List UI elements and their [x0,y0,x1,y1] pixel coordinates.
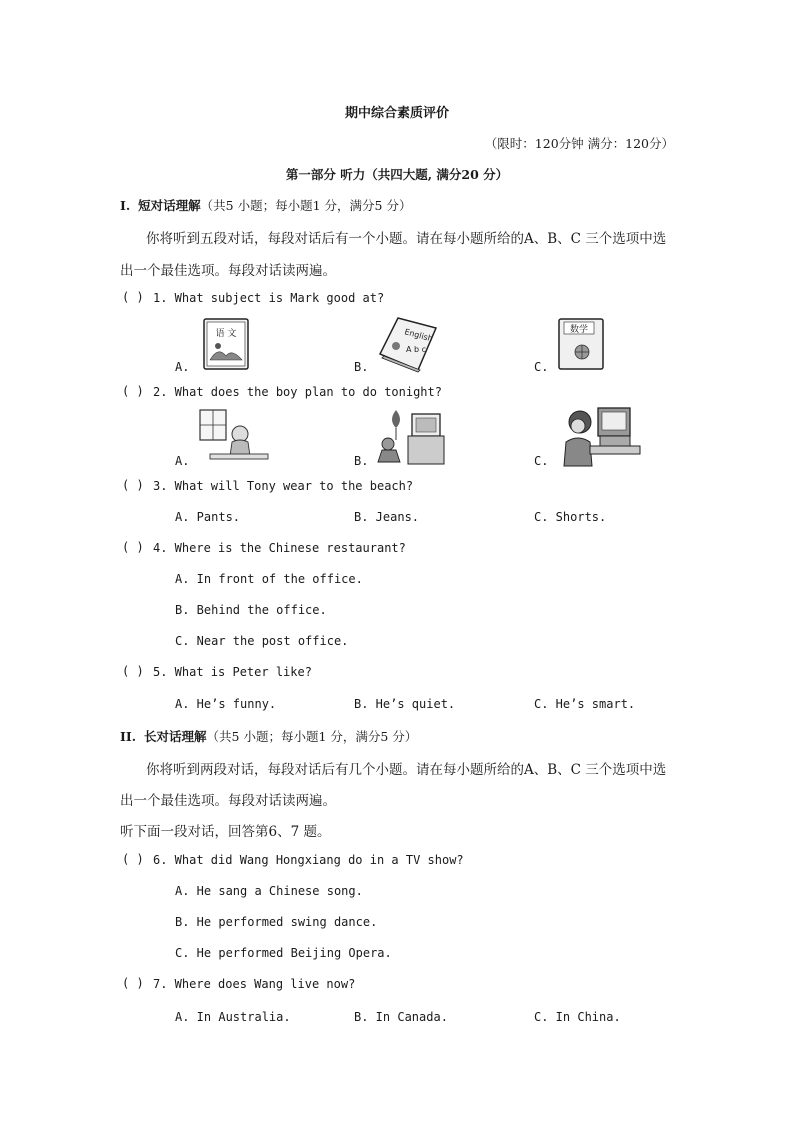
question-7-option-c[interactable]: C. In China. [534,1010,621,1024]
page-title: 期中综合素质评价 [344,106,449,121]
answer-blank[interactable]: ( ) [122,976,144,990]
section-2-instruction-line-2: 出一个最佳选项。每段对话读两遍。 [120,793,336,809]
section-2-title: 长对话理解 [144,729,207,744]
question-6-text: 6. What did Wang Hongxiang do in a TV show? [153,853,464,867]
question-1-option-a[interactable]: A. [175,360,190,374]
section-1-heading [120,196,411,214]
answer-blank[interactable]: ( ) [122,384,144,398]
question-3-option-a[interactable]: A. Pants. [175,510,241,524]
question-5-text: 5. What is Peter like? [153,665,312,679]
time-score-limit: （限时：120分钟 满分：120分） [484,136,674,151]
section-2-number: II. [120,729,137,744]
math-book-label: 数学 [569,325,589,335]
answer-blank[interactable]: ( ) [122,664,144,678]
section-2-heading [120,727,417,745]
question-2-text: 2. What does the boy plan to do tonight? [153,385,442,399]
question-7-option-a[interactable]: A. In Australia. [175,1010,291,1024]
answer-blank[interactable]: ( ) [122,852,144,866]
question-5-option-a[interactable]: A. He’s funny. [175,697,277,711]
question-3-option-c[interactable]: C. Shorts. [534,510,607,524]
question-4-option-c[interactable]: C. Near the post office. [175,634,349,648]
question-2-option-a[interactable]: A. [175,454,190,468]
chinese-book-label: 语 文 [215,329,237,339]
section-1-instruction-line-1: 你将听到五段对话，每段对话后有一个小题。请在每小题所给的A、B、C 三个选项中选 [146,231,667,247]
question-4-option-a[interactable]: A. In front of the office. [175,572,363,586]
section-2-instruction-line-1: 你将听到两段对话，每段对话后有几个小题。请在每小题所给的A、B、C 三个选项中选 [146,762,667,778]
question-7-option-b[interactable]: B. In Canada. [354,1010,448,1024]
answer-blank[interactable]: ( ) [122,290,144,304]
question-6-option-c[interactable]: C. He performed Beijing Opera. [175,946,392,960]
section-1-number: I. [120,198,131,213]
answer-blank[interactable]: ( ) [122,540,144,554]
question-1-option-b[interactable]: B. [354,360,369,374]
boy-using-computer-image [560,404,644,468]
family-watching-tv-image [374,406,446,468]
question-4-text: 4. Where is the Chinese restaurant? [153,541,406,555]
section-2-scoring: （共5 小题；每小题1 分，满分5 分） [206,729,418,744]
section-1-instruction-line-2: 出一个最佳选项。每段对话读两遍。 [120,263,336,279]
question-2-option-c[interactable]: C. [534,454,549,468]
question-3-option-b[interactable]: B. Jeans. [354,510,420,524]
answer-blank[interactable]: ( ) [122,478,144,492]
question-6-option-b[interactable]: B. He performed swing dance. [175,915,378,929]
english-book-image [374,314,440,374]
boy-studying-image [196,408,272,466]
svg-text:A b c: A b c [406,345,427,354]
math-book-image [556,316,606,372]
question-2-option-b[interactable]: B. [354,454,369,468]
question-6-option-a[interactable]: A. He sang a Chinese song. [175,884,363,898]
section-1-title: 短对话理解 [138,198,201,213]
question-5-option-c[interactable]: C. He’s smart. [534,697,636,711]
part-title: 第一部分 听力（共四大题, 满分20 分） [285,167,509,182]
section-2-dialogue-intro: 听下面一段对话，回答第6、7 题。 [120,824,331,840]
chinese-book-image [198,316,254,372]
english-book-label: English [403,327,434,344]
question-3-text: 3. What will Tony wear to the beach? [153,479,414,493]
question-4-option-b[interactable]: B. Behind the office. [175,603,327,617]
question-1-text: 1. What subject is Mark good at? [153,291,385,305]
question-5-option-b[interactable]: B. He’s quiet. [354,697,456,711]
question-7-text: 7. Where does Wang live now? [153,977,356,991]
section-1-scoring: （共5 小题；每小题1 分，满分5 分） [200,198,412,213]
question-1-option-c[interactable]: C. [534,360,549,374]
